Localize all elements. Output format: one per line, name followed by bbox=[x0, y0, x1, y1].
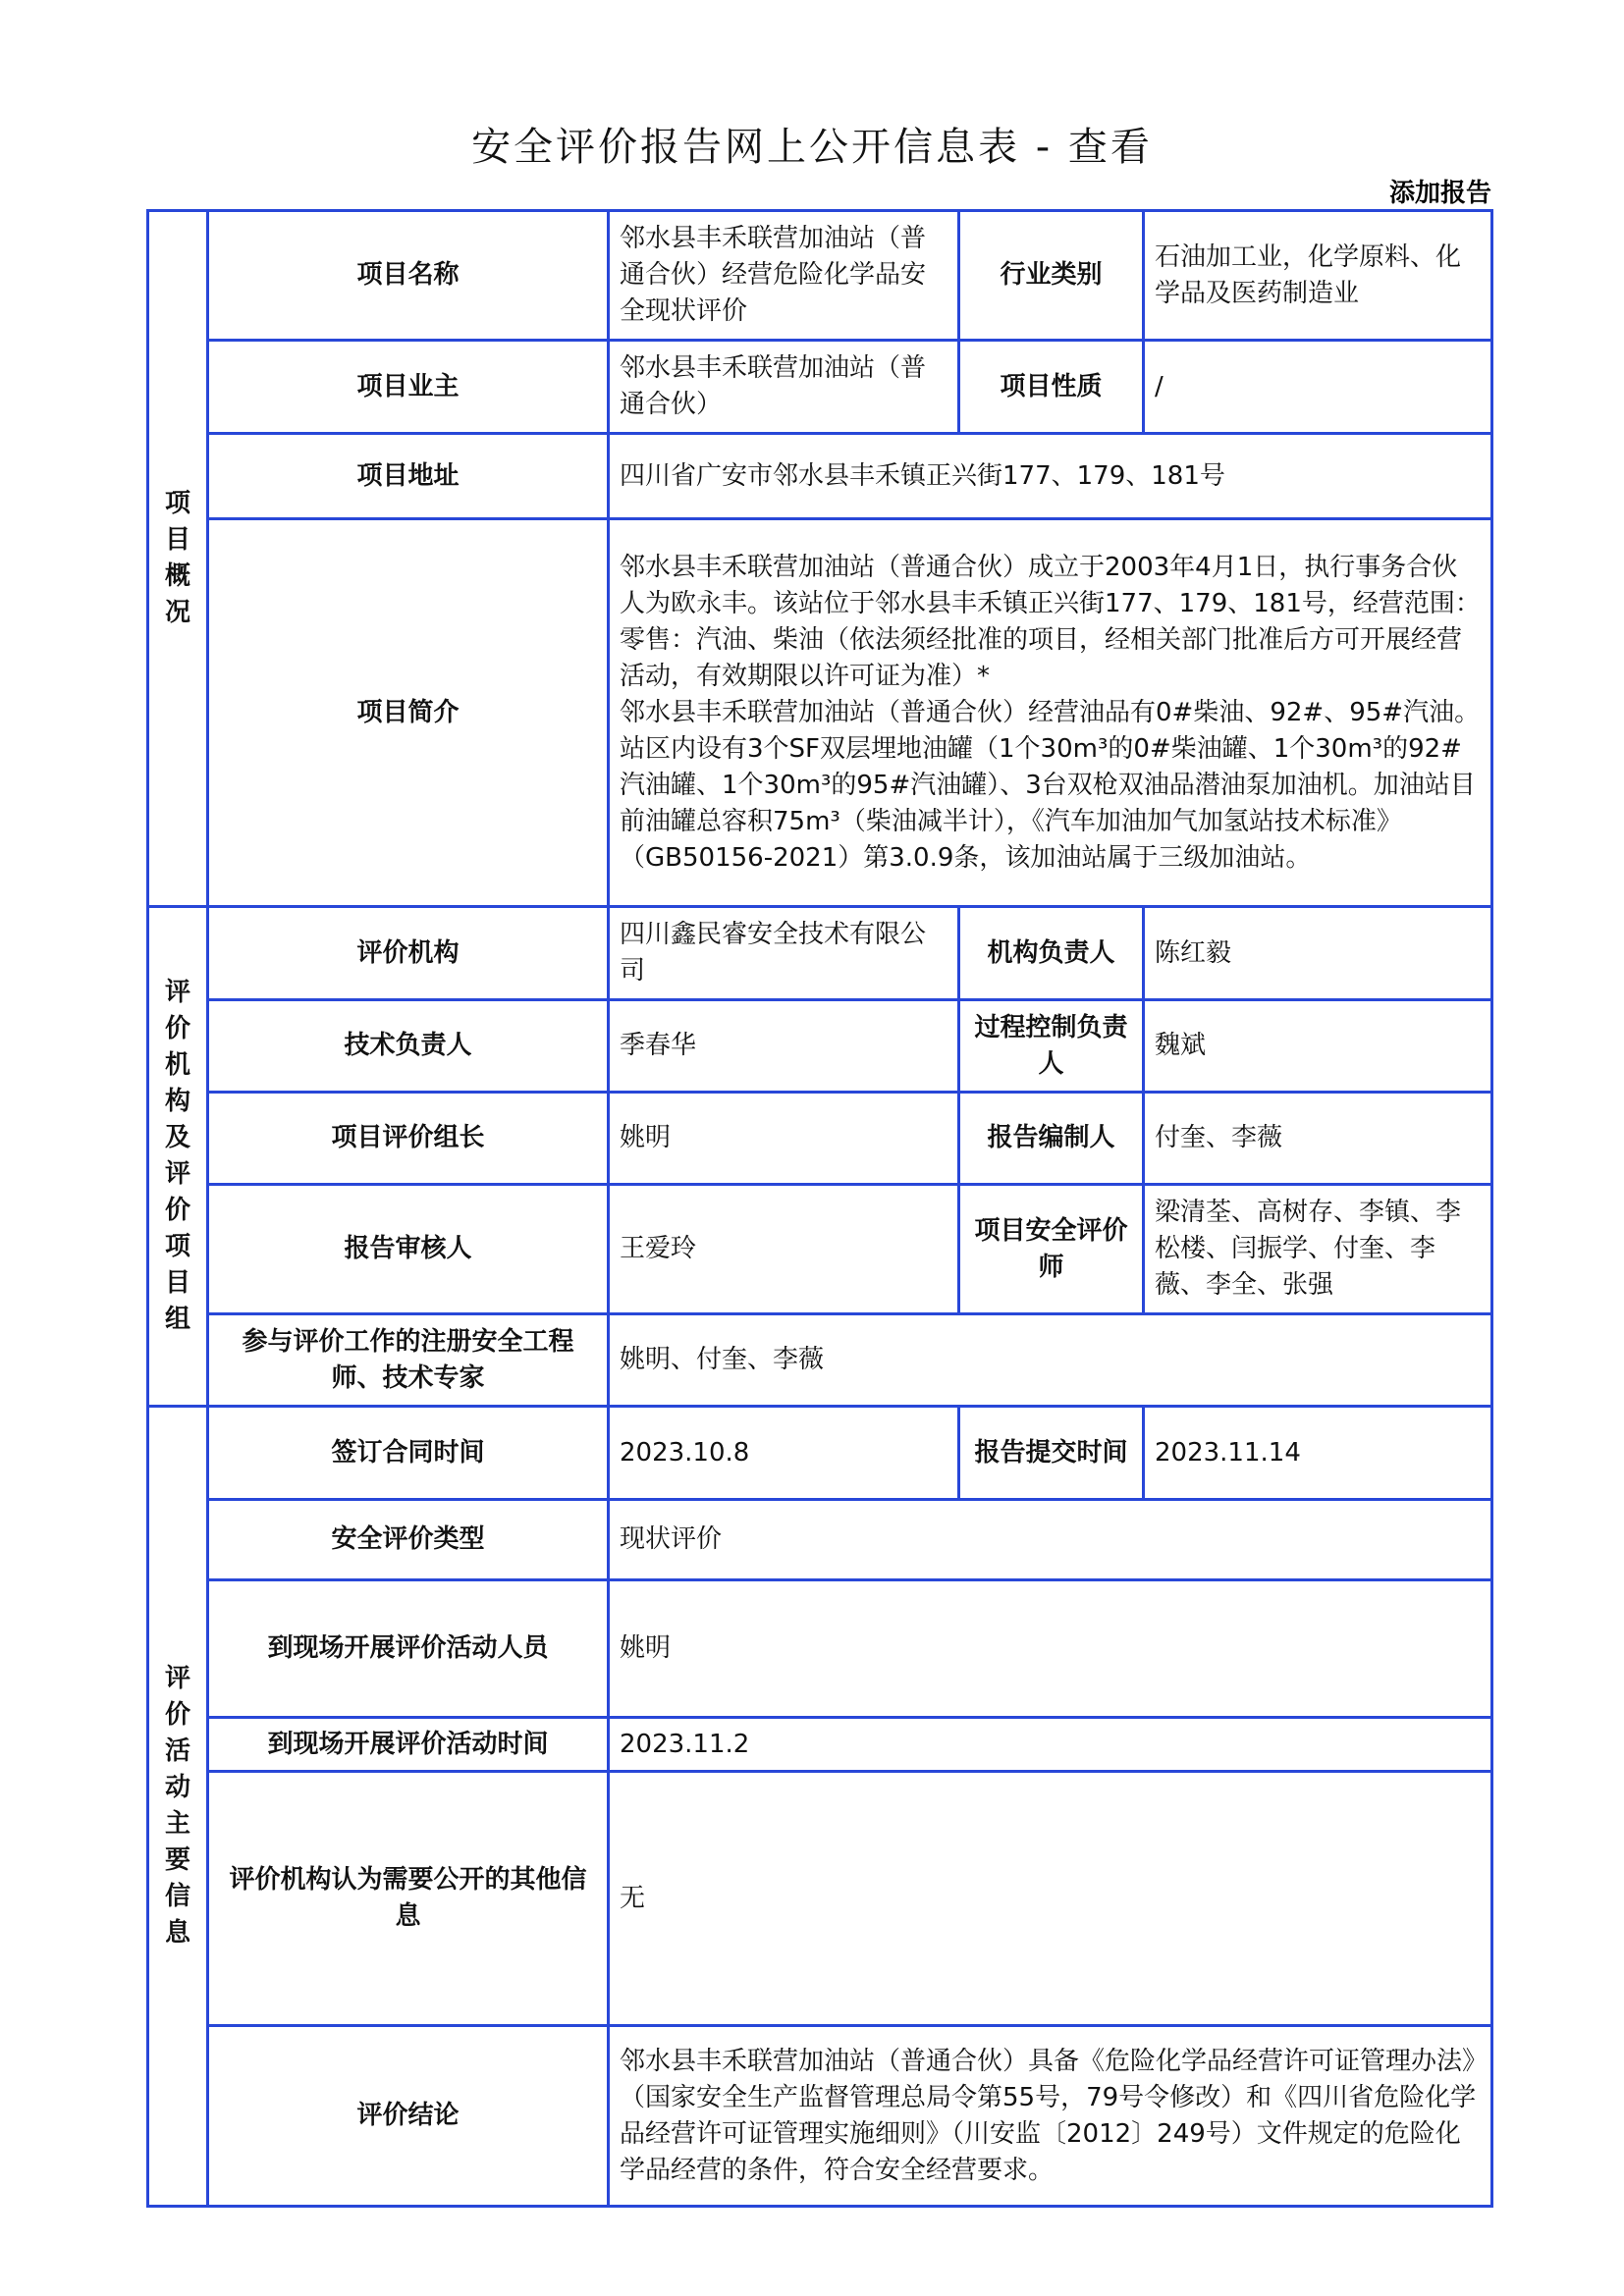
process-lead-label: 过程控制负责人 bbox=[959, 1000, 1144, 1093]
onsite-people-value: 姚明 bbox=[609, 1580, 1492, 1718]
tech-lead-value: 季春华 bbox=[609, 1000, 959, 1093]
conclusion-value: 邻水县丰禾联营加油站（普通合伙）具备《危险化学品经营许可证管理办法》（国家安全生产监督管理总局令第55号，79号令修改）和《四川省危险化学品经营许可证管理实施细则》（川安监〔2012〕249号）文件规定的危险化学品经营的条件，符合安全经营要求。 bbox=[609, 2026, 1492, 2207]
team-leader-label: 项目评价组长 bbox=[208, 1093, 609, 1185]
project-name-value: 邻水县丰禾联营加油站（普通合伙）经营危险化学品安全现状评价 bbox=[609, 211, 959, 341]
agency-label: 评价机构 bbox=[208, 907, 609, 1000]
contract-date-label: 签订合同时间 bbox=[208, 1407, 609, 1500]
evaluation-type-label: 安全评价类型 bbox=[208, 1500, 609, 1580]
agency-head-label: 机构负责人 bbox=[959, 907, 1144, 1000]
add-report-link[interactable]: 添加报告 bbox=[1388, 179, 1491, 208]
safety-evaluators-label: 项目安全评价师 bbox=[959, 1185, 1144, 1314]
project-intro-label: 项目简介 bbox=[208, 519, 609, 907]
section-overview: 项目概况 bbox=[148, 211, 208, 907]
project-address-value: 四川省广安市邻水县丰禾镇正兴街177、179、181号 bbox=[609, 434, 1492, 519]
project-owner-value: 邻水县丰禾联营加油站（普通合伙） bbox=[609, 341, 959, 434]
project-owner-label: 项目业主 bbox=[208, 341, 609, 434]
tech-lead-label: 技术负责人 bbox=[208, 1000, 609, 1093]
section-activity: 评价活动主要信息 bbox=[148, 1407, 208, 2207]
report-reviewer-label: 报告审核人 bbox=[208, 1185, 609, 1314]
project-intro-paragraph-1: 邻水县丰禾联营加油站（普通合伙）成立于2003年4月1日，执行事务合伙人为欧永丰。该站位于邻水县丰禾镇正兴街177、179、181号，经营范围：零售：汽油、柴油（依法须经批准的项目，经相关部门批准后方可开展经营活动，有效期限以许可证为准）* bbox=[620, 552, 1481, 691]
team-leader-value: 姚明 bbox=[609, 1093, 959, 1185]
page-title: 安全评价报告网上公开信息表 - 查看 bbox=[471, 125, 1153, 170]
registered-engineers-label: 参与评价工作的注册安全工程师、技术专家 bbox=[208, 1314, 609, 1407]
section-org: 评价机构及评价项目组 bbox=[148, 907, 208, 1407]
evaluation-type-value: 现状评价 bbox=[609, 1500, 1492, 1580]
other-info-value: 无 bbox=[609, 1772, 1492, 2026]
industry-value: 石油加工业，化学原料、化学品及医药制造业 bbox=[1144, 211, 1492, 341]
project-name-label: 项目名称 bbox=[208, 211, 609, 341]
project-nature-value: / bbox=[1144, 341, 1492, 434]
project-address-label: 项目地址 bbox=[208, 434, 609, 519]
conclusion-label: 评价结论 bbox=[208, 2026, 609, 2207]
project-nature-label: 项目性质 bbox=[959, 341, 1144, 434]
agency-value: 四川鑫民睿安全技术有限公司 bbox=[609, 907, 959, 1000]
registered-engineers-value: 姚明、付奎、李薇 bbox=[609, 1314, 1492, 1407]
industry-label: 行业类别 bbox=[959, 211, 1144, 341]
info-table bbox=[146, 209, 1493, 2208]
report-reviewer-value: 王爱玲 bbox=[609, 1185, 959, 1314]
other-info-label: 评价机构认为需要公开的其他信息 bbox=[208, 1772, 609, 2026]
process-lead-value: 魏斌 bbox=[1144, 1000, 1492, 1093]
project-intro-value bbox=[609, 519, 1492, 907]
project-intro-paragraph-2: 邻水县丰禾联营加油站（普通合伙）经营油品有0#柴油、92#、95#汽油。站区内设有3个SF双层埋地油罐（1个30m³的0#柴油罐、1个30m³的92#汽油罐、1个30m³的95#汽油罐）、3台双枪双油品潜油泵加油机。加油站目前油罐总容积75m³（柴油减半计），《汽车加油加气加氢站技术标准》（GB50156-2021）第3.0.9条，该加油站属于三级加油站。 bbox=[620, 697, 1481, 873]
contract-date-value: 2023.10.8 bbox=[609, 1407, 959, 1500]
safety-evaluators-value: 梁清荃、高树存、李镇、李松楼、闫振学、付奎、李薇、李全、张强 bbox=[1144, 1185, 1492, 1314]
onsite-people-label: 到现场开展评价活动人员 bbox=[208, 1580, 609, 1718]
submit-date-value: 2023.11.14 bbox=[1144, 1407, 1492, 1500]
report-writer-value: 付奎、李薇 bbox=[1144, 1093, 1492, 1185]
submit-date-label: 报告提交时间 bbox=[959, 1407, 1144, 1500]
onsite-time-value: 2023.11.2 bbox=[609, 1718, 1492, 1772]
onsite-time-label: 到现场开展评价活动时间 bbox=[208, 1718, 609, 1772]
report-writer-label: 报告编制人 bbox=[959, 1093, 1144, 1185]
agency-head-value: 陈红毅 bbox=[1144, 907, 1492, 1000]
